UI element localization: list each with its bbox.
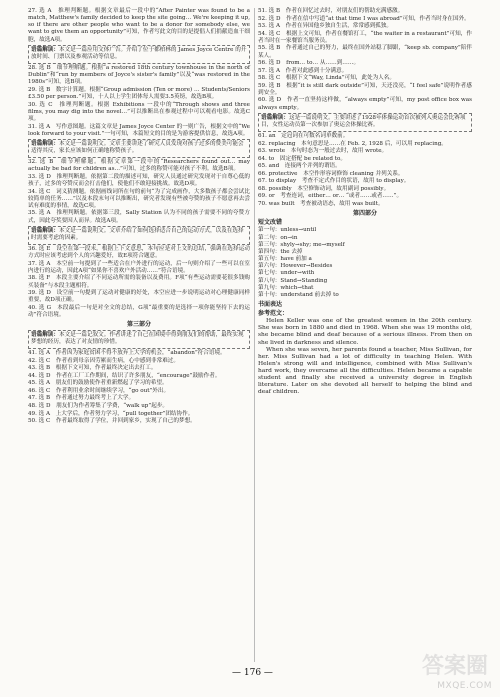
summary-tag: 语篇解读： (261, 115, 289, 122)
correction-line: 第一句：unless→until (258, 227, 317, 234)
correction-line: 第三句：shyly→shy; me→myself (258, 241, 345, 248)
answer-item: 36. 选 E 设空在第一段末，根据上下文意思，本句应是对上文的总结，强调在选择运动方式时应该考虑到个人的兴趣爱好，故E项符合题意。 (28, 246, 250, 260)
watermark-logo (400, 649, 492, 693)
summary-tag: 语篇解读： (31, 228, 59, 235)
summary-text: 这是一篇说明文。主要讲述了1928年体操运动首次被列入奥运会比赛项目，女性运动员第一次参加了奥运会体操比赛。 (261, 115, 466, 129)
summary-box (258, 113, 472, 131)
reference-label: 参考范文： (258, 310, 289, 318)
correction-answers (258, 227, 472, 299)
page-number: — 176 — (232, 668, 273, 678)
watermark-text: 答案圈 (421, 654, 488, 679)
column-divider (254, 8, 255, 662)
answer-item: 45. 选 A 朋友们的鼓励使作者重新燃起了学习的希望。 (28, 380, 168, 387)
summary-text: 本文是一篇说明文。文章介绍了如何选择适合自己的运动方式，以及在选择时需要考虑的因素。 (31, 228, 244, 242)
answer-item: 67. to display 考查不定式作目的状语，故用 to display。 (258, 178, 410, 185)
answer-item: 51. 选 B 作者在回忆过去时，对朋友们的帮助充满感激。 (258, 8, 404, 14)
correction-line: 第七句：under→with (258, 270, 315, 277)
section-title: 第三部分 (126, 321, 151, 329)
correction-line: 第六句：However→Besides (258, 263, 333, 270)
summary-tag: 语篇解读： (31, 47, 59, 54)
subsection-title: 书面表达 (258, 300, 283, 308)
correction-line: 第九句：which→that (258, 284, 314, 291)
answer-item: 50. 选 C 作者最终取得了学位，并回到家乡，实现了自己的梦想。 (28, 418, 196, 425)
answer-item: 59. 选 B 根据“it is still dark outside”可知，天还没亮，“I feel safe”说明作者感到安全。 (258, 82, 472, 96)
answer-item: 63. wrote 本句时态为一般过去时，故用 wrote。 (258, 148, 388, 155)
summary-box (28, 330, 250, 348)
subsection-title: 短文改错 (258, 219, 283, 227)
summary-text: 本文是一篇应用文体广告。介绍了位于都柏林的 James Joyce Centre 的开放时间、门票以及参观活动等信息。 (31, 47, 247, 61)
answer-item: 43. 选 B 根据下文可知，作者最终决定出去打工。 (28, 365, 157, 372)
answer-item: 35. 选 A 推理判断题。依据第三段，Sally Station 认为不同的孩子需要不同的夸赞方式，因此夸奖要因人而异。故选A项。 (28, 210, 250, 224)
summary-text: 本文是一篇记叙文。作者讲述了自己在困境中得到朋友们的帮助，最终实现梦想的经历，表达了对友情的珍惜。 (31, 332, 244, 346)
answer-item: 54. 选 C 根据上文可知，作者在餐馆打工，“the waiter in a restaurant”可知，作者当时在一家餐馆当服务员。 (258, 30, 472, 44)
summary-box (28, 45, 250, 63)
answer-item: 64. to 固定搭配 be related to。 (258, 155, 346, 162)
correction-line: 第八句：Stand→Standing (258, 277, 328, 284)
answer-item: 29. 选 B 数字计算题。根据“Group admission (Ten or more) … Students/Seniors £3.50 per person.”可知，十人以上学生团体每人需要3.5英镑，故选B项。 (28, 86, 250, 101)
answer-item: 40. 选 G 本段最后一句是对全文的总结，G项“最重要的是选择一项你能坚持下去的运动”符合语境。 (28, 304, 250, 318)
answer-item: 65. and 连接两个并列的谓语。 (258, 163, 341, 170)
answer-item: 39. 选 D 设空前一句提到了运动对健康的好处，本空应进一步说明运动对心理健康同样重要，故D项正确。 (28, 290, 250, 304)
correction-line: 第五句：have 前加 a (258, 256, 312, 263)
essay-paragraph: Helen Keller was one of the greatest women in the 20th century. She was born in 1880 and died in 1968. When she was 19 months old, she became blind and deaf because of a serious illness. From then on she lived in darkness and silence. (258, 318, 472, 346)
answer-item: 42. 选 C 作者看到母亲因劳累而生病，心中感到非常难过。 (28, 357, 179, 364)
answer-item: 34. 选 C 词义猜测题。依据画线词所在句的前句“为了完成画作，大多数孩子都会尝试比较简单的任务……”以及本段末句可以推断出，研究者发现有些被夸赞的孩子不愿意再去尝试有难度的事情，故选C项。 (28, 188, 250, 209)
summary-box (28, 139, 250, 157)
answer-item: 69. or 考查连词，either… or… “或者……或者……”。 (258, 193, 403, 200)
answer-item: 58. 选 C 根据下文“Way, Linda”可知，此处为人名。 (258, 75, 395, 82)
correction-line: 第十句：understand 前去掉 to (258, 291, 339, 298)
answer-item: 33. 选 D 推理判断题。依据第二段的描述可知，研究人员通过研究发现对于自尊心低的孩子，过多的夸赞反而会打击他们，使他们不敢迎接挑战。故选D项。 (28, 173, 250, 187)
answer-item: 41. 选 A 作者因为家庭贫困不得不放弃上大学的机会，“abandon”符合语境。 (28, 350, 226, 357)
answer-item: 27. 选 A 推理判断题。根据文章最后一段中的“After Painter was found to be a match, Matthew's family decided to keep the site going… We're keeping it up, so if there are other people who want to be a donor for somebody else, we want to give them an opportunity”可知，作者写此文的目的是提倡人们捐献造血干细胞，故选A项。 (28, 8, 250, 43)
answer-item: 30. 选 C 推理判断题。根据 Exhibitions 一段中的“Through shows and three films, you may dig into the novel…”可以推断出在参观过程中可以观看电影。故选C项。 (28, 101, 250, 122)
answer-item: 49. 选 A 上大学后，作者努力学习，“pull together”团结协作。 (28, 410, 194, 417)
summary-tag: 语篇解读： (31, 332, 59, 339)
answer-item: 48. 选 D 朋友们为作者筹集了学费，“walk up”起步。 (28, 402, 169, 409)
answer-item: 61. an 定冠词在可数名词单数前。 (258, 133, 349, 140)
summary-text: 本文是一篇说明文。文章主要讲述了研究人员发现对孩子过多的赞美可能会适得其反，家长应该如何正确地称赞孩子。 (31, 141, 244, 155)
answer-item: 38. 选 F 本段主要介绍了不同运动所需的装备以及费用。F项“有些运动需要花很多钱购买装备”与本段主题相符。 (28, 275, 250, 289)
answer-item: 44. 选 D 作者在工厂工作期间，结识了许多朋友，“encourage”鼓励作者。 (28, 372, 221, 379)
answer-item: 68. possibly 本空修饰动词，故用副词 possibly。 (258, 185, 390, 192)
answer-item: 31. 选 A 写作意图题。这篇文章是 James Joyce Center 的一则广告，根据文中的“We look forward to your visit.”一句可知，本篇短文的目的是为游客提供信息，故选A项。 (28, 123, 250, 137)
right-column (258, 8, 472, 396)
left-column (28, 8, 250, 426)
answer-item: 66. protective 本空作形容词修饰 cleaning 并列关系。 (258, 170, 404, 177)
correction-line: 第四句：the 去掉 (258, 248, 303, 255)
essay-paragraph: When she was seven, her parents found a teacher, Miss Sullivan, for her. Miss Sullivan had a lot of difficulty in teaching Helen. With Helen's strong will and intelligence, combined with Miss Sullivan's hard work, they overcame all the difficulties. Helen became a capable student and finally she received a university degree in English literature. Later on she devoted all herself to helping the blind and deaf children. (258, 346, 472, 396)
answer-item: 46. 选 C 作者利用业余时间继续学习，“go out”外出。 (28, 387, 170, 394)
answer-item: 52. 选 D 作者在信中写道“at that time I was abroad”可知，作者当时身在国外。 (258, 15, 470, 22)
answer-item: 32. 选 B 细节理解题。根据文章第一段中的“Researchers found out… may actually be bad for children as…”可知，过多的称赞可能对孩子不利。故选B项。 (28, 159, 250, 173)
answer-item: 62. replacing 本句意思是……在 Feb. 2, 1928 后，可以用 replacing。 (258, 140, 447, 147)
watermark-url: MXQE.COM (437, 681, 492, 691)
answer-item: 47. 选 B 作者通过努力最终考上了大学。 (28, 395, 135, 402)
answer-item: 37. 选 A 本空前一句提到了一些适合在户外进行的运动，后一句则介绍了一些可以在室内进行的运动，因此A项“如果你不喜欢户外活动……”符合语境。 (28, 260, 250, 274)
answer-item: 28. 选 B 细节理解题。根据“a restored 18th century townhouse in the north of Dublin”和“run by members of Joyce's sister's family”以及“was restored in the 1980s”可知，选B项。 (28, 65, 250, 86)
answer-item: 55. 选 B 作者通过自己的努力，最终在国外站稳了脚跟，“keep sb. company”陪伴某人。 (258, 45, 472, 59)
answer-item: 56. 选 D from… to… 从……到……。 (258, 60, 360, 67)
correction-line: 第二句：on→in (258, 234, 298, 241)
section-title: 第四部分 (352, 210, 377, 218)
answer-item: 53. 选 A 作者在异国他乡独自生活，常常感到孤独。 (258, 23, 392, 30)
answer-item: 57. 选 A 作者对此感到十分满意。 (258, 67, 348, 74)
summary-tag: 语篇解读： (31, 141, 59, 148)
answer-item: 60. 选 D 作者一直坚持这样做，“always empty”可知，my post office box was always empty。 (258, 97, 472, 111)
answer-item: 70. was built 考查被动语态，故用 was built。 (258, 200, 384, 207)
summary-box (28, 226, 250, 244)
